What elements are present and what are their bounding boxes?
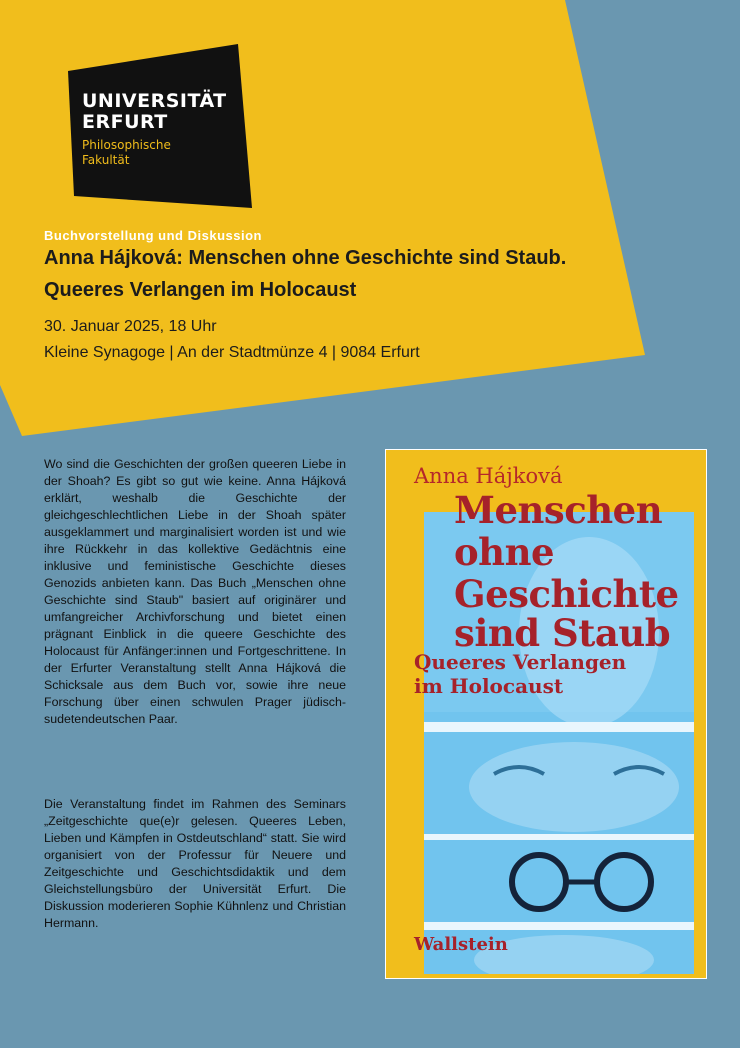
event-date: 30. Januar 2025, 18 Uhr [44,318,217,335]
event-type: Buchvorstellung und Diskussion [44,228,262,243]
cover-title-line: ohne [454,530,555,574]
logo-wordmark-line1: UNIVERSITÄT [82,90,227,112]
logo-wordmark-line2: ERFURT [82,111,168,133]
cover-title-line: Geschichte [454,572,679,616]
cover-subtitle-line: im Holocaust [414,674,564,698]
description-paragraph: Wo sind die Geschichten der großen queeren Liebe in der Shoah? Es gibt so gut wie keine. Anna Hájková erklärt, weshalb die Geschichte der gleichgeschlechtlichen Liebe in der Shoah später ausgeklammert und marginalisiert worden ist und wie ihre Rückkehr in das kollektive Gedächtnis eine inklusive und feministische Geschichte dieses Genozids anbieten kann. Das Buch „Menschen ohne Geschichte sind Staub" basiert auf originärer und umfangreicher Archivforschung und bietet einen prägnant Einblick in die queere Geschichte des Holocaust für Anfänger:innen und Fortgeschrittene. In der Erfurter Veranstaltung stellt Anna Hájková die Schicksale aus dem Buch vor, sowie ihre neue Forschung über einen schwulen Prager jüdisch-sudetendeutschen Paar. [44,457,346,726]
event-title-line1: Anna Hájková: Menschen ohne Geschichte sind Staub. [44,247,567,269]
cover-publisher: Wallstein [414,934,508,955]
book-cover [385,449,707,979]
logo-faculty-line2: Fakultät [82,153,130,167]
event-title-line2: Queeres Verlangen im Holocaust [44,279,357,301]
cover-title-line: sind Staub [454,611,671,655]
event-venue: Kleine Synagoge | An der Stadtmünze 4 | 9084 Erfurt [44,344,420,361]
cover-subtitle-line: Queeres Verlangen [414,650,627,674]
logo-faculty-line1: Philosophische [82,138,171,152]
organizer-paragraph: Die Veranstaltung findet im Rahmen des Seminars „Zeitgeschichte que(e)r gelesen. Queeres Leben, Lieben und Kämpfen in Ostdeutschland“ statt. Sie wird organisiert von der Professur für Neuere und Zeitgeschichte und Geschichtsdidaktik und dem Gleichstellungsbüro der Universität Erfurt. Die Diskussion moderieren Sophie Kühnlenz und Christian Hermann. [44,797,346,930]
cover-author: Anna Hájková [414,464,563,488]
cover-title-line: Menschen [454,488,663,532]
